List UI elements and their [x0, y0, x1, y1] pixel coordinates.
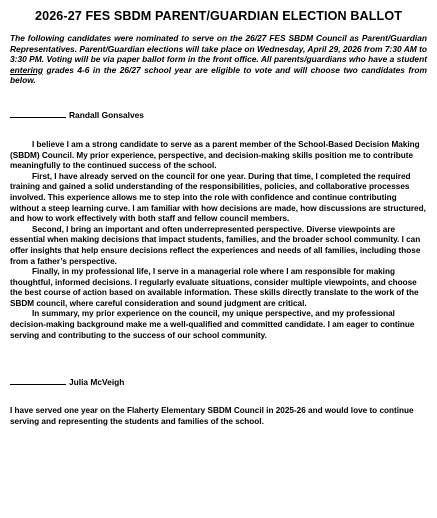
- candidate-vote-line[interactable]: [10, 376, 427, 387]
- statement-paragraph: Finally, in my professional life, I serve in a managerial role where I am responsible for making thoughtful, informed decisions. I regularly evaluate situations, consider multiple viewpoints, and choose the best course of action based on available information. These skills directly translate to the work of the SBDM council, where careful consideration and sound judgment are critical.: [10, 267, 419, 308]
- statement-paragraph: I believe I am a strong candidate to serve as a parent member of the School-Based Decision Making (SBDM) Council. My prior experience, perspective, and decision-making skills position me to contribute meaningfully to the continued success of the school.: [10, 139, 420, 171]
- candidate-statement: [10, 140, 427, 341]
- statement-paragraph: Second, I bring an important and often underrepresented perspective. Diverse viewpoints are essential when making decisions that impact students, families, and the broader school community. I can offer insights that help ensure decisions reflect the experiences and needs of all families, including those from a father’s perspective.: [10, 224, 421, 266]
- statement-paragraph: I have served one year on the Flaherty Elementary SBDM Council in 2025-26 and would love to continue serving and representing the students and families of the school.: [10, 406, 414, 426]
- ballot-instructions: [10, 33, 427, 86]
- candidate-name: Julia McVeigh: [69, 377, 125, 388]
- candidate-name: Randall Gonsalves: [69, 109, 144, 120]
- statement-paragraph: In summary, my prior experience on the council, my unique perspective, and my professional decision-making background make me a well-qualified and committed candidate. I am eager to continue serving and contributing to the success of our school community.: [10, 309, 415, 340]
- instructions-emphasis: entering: [10, 64, 44, 75]
- candidate-statement: [10, 406, 427, 427]
- instructions-text-2: grades 4-6 in the 26/27 school year are eligible to vote and will choose two candidates from below.: [10, 64, 427, 86]
- vote-blank[interactable]: [10, 109, 66, 118]
- vote-blank[interactable]: [10, 376, 66, 385]
- candidate-vote-line[interactable]: [10, 109, 427, 120]
- instructions-text-1: The following candidates were nominated to serve on the 26/27 FES SBDM Council as Parent/Guardian Representatives. Parent/Guardian elections will take place on Wednesday, April 29, 2026 from 7:30 AM to 3:30 PM. Voting will be via paper ballot form in the front office. All parents/guardians who have a student: [10, 33, 427, 65]
- statement-paragraph: First, I have already served on the council for one year. During that time, I completed the required training and gained a solid understanding of the responsibilities, policies, and collaborative processes involved. This experience allows me to step into the role with confidence and continue contributing without a steep learning curve. I am familiar with how decisions are made, how discussions are structured, and how to work effectively with both staff and fellow council members.: [10, 171, 426, 224]
- ballot-title: 2026-27 FES SBDM PARENT/GUARDIAN ELECTION BALLOT: [34, 9, 403, 23]
